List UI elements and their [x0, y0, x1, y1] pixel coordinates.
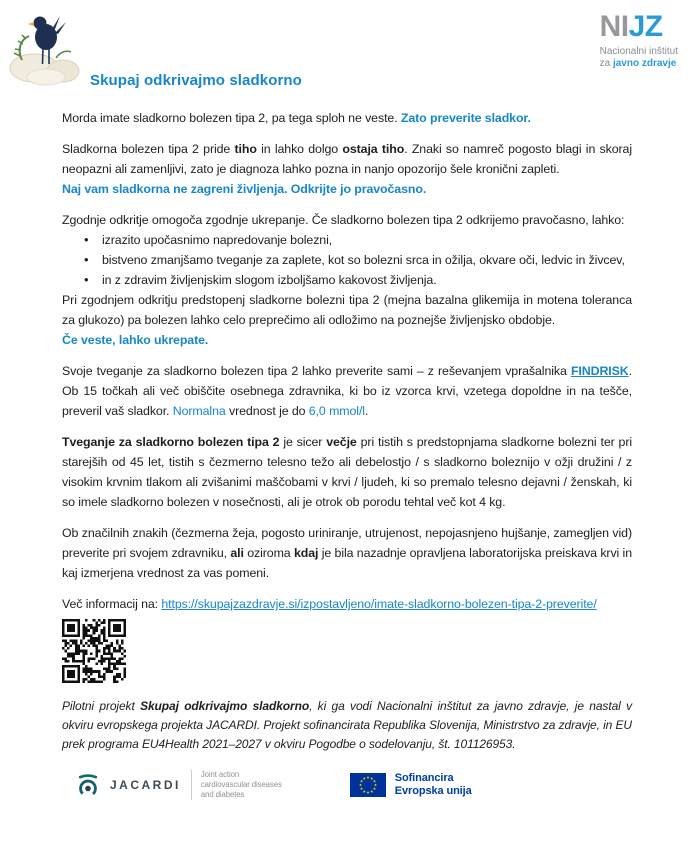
- bird-illustration: [8, 6, 84, 88]
- document-body: [62, 108, 632, 804]
- nijz-subtitle-line2: [600, 59, 678, 69]
- text-run: bistveno zmanjšamo tveganje za zaplete, kot so bolezni srca in ožilja, okvare oči, ledvic in živcev,: [102, 253, 625, 267]
- early-detection-paragraph: [62, 210, 632, 230]
- text-run: .: [364, 404, 369, 418]
- eu-flag-icon: [350, 773, 386, 797]
- bullet-item: [62, 250, 632, 270]
- text-run: Normalna: [172, 404, 226, 418]
- text-run: in z zdravim življenjskim slogom izboljšamo kakovost življenja.: [102, 273, 437, 287]
- jacardi-wordmark: JACARDI: [110, 778, 181, 792]
- info-link[interactable]: https://skupajzazdravje.si/izpostavljeno/imate-sladkorno-bolezen-tipa-2-preverite/: [161, 597, 597, 611]
- text-run: Pri zgodnjem odkritju predstopenj sladkorne bolezni tipa 2 (mejna bazalna glikemija in motena toleranca za glukozo) pa bolezen lahko celo preprečimo ali odložimo na poznejše življenjsko obdobje.: [62, 293, 632, 327]
- text-run: . Znaki so namreč pogosto blagi in skoraj neopazni ali zamenljivi, zato je diagnoza lahko pozna in nanjo opozorijo šele kronični zapleti.: [62, 142, 632, 176]
- text-run: Pilotni projekt: [62, 699, 141, 713]
- bird-on-sugar-cubes-logo: [8, 6, 84, 88]
- risk-factors-paragraph: [62, 432, 632, 512]
- text-run: Sladkorna bolezen tipa 2 pride: [62, 142, 235, 156]
- benefits-list: [62, 230, 632, 290]
- eu-cofunding-text: [395, 772, 472, 799]
- text-run: večje: [326, 435, 357, 449]
- divider: [191, 770, 192, 800]
- more-info-paragraph: [62, 594, 632, 614]
- prediabetes-paragraph: [62, 290, 632, 330]
- text-run: vrednost je do: [225, 404, 309, 418]
- eu-cofunding-logo: [350, 772, 472, 799]
- nijz-subtitle-za: za: [599, 58, 613, 69]
- nijz-letters-gray: NI: [599, 10, 629, 43]
- text-run: izrazito upočasnimo napredovanje bolezni,: [102, 233, 333, 247]
- qr-code: [62, 619, 126, 683]
- silent-disease-paragraph: [62, 139, 632, 179]
- text-run: , ki ga vodi Nacionalni inštitut za javno zdravje, je nastal v okviru evropskega projekta JACARDI. Projekt sofinancirata Republika Slovenija, Ministrstvo za zdravje, in EU prek programa EU4Health 2021–2027 v okviru Pogodbe o sodelovanju, št. 101126953.: [62, 699, 632, 751]
- text-run: . Ob 15 točkah ali več obiščite osebnega zdravnika, ki bo iz vzorca krvi, vzetega dopoldne in na tešče, preveril vaš sladkor.: [62, 364, 632, 418]
- text-run: 6,0 mmol/l: [308, 404, 365, 418]
- text-run: ostaja tiho: [342, 142, 405, 156]
- text-run: Svoje tveganje za sladkorno bolezen tipa 2 lahko preverite sami – z reševanjem vprašalnika: [62, 364, 571, 378]
- callout-discover: [62, 179, 632, 199]
- nijz-letters-blue: JZ: [628, 10, 663, 43]
- text-run: tiho: [234, 142, 257, 156]
- page-title: Skupaj odkrivajmo sladkorno: [90, 72, 302, 89]
- text-run: Zato preverite sladkor.: [400, 111, 531, 125]
- jacardi-tagline-line: and diabetes: [200, 790, 245, 799]
- text-run: je bila nazadnje opravljena laboratorijska preiskava krvi in kaj izmerjena vrednost za vas pomeni.: [62, 546, 632, 580]
- text-run: Zgodnje odkritje omogoča zgodnje ukrepanje. Če sladkorno bolezen tipa 2 odkrijemo pravočasno, lahko:: [62, 213, 625, 227]
- text-run: Skupaj odkrivajmo sladkorno: [140, 699, 310, 713]
- symptoms-paragraph: [62, 523, 632, 583]
- eu-text-line2: Evropska unija: [394, 785, 472, 797]
- text-run: Morda imate sladkorno bolezen tipa 2, pa tega sploh ne veste.: [62, 111, 401, 125]
- text-run: Ob značilnih znakih (čezmerna žeja, pogosto uriniranje, utrujenost, nepojasnjeno hujšanje, zamegljen vid) preverite pri svojem zdravniku,: [62, 526, 632, 560]
- nijz-logo: [600, 12, 678, 69]
- bullet-item: [62, 230, 632, 250]
- footer-logos: [62, 766, 632, 804]
- text-run: in lahko dolgo: [256, 142, 343, 156]
- nijz-wordmark: [600, 12, 678, 42]
- jacardi-tagline-line: Joint action: [200, 770, 240, 779]
- text-run: kdaj: [293, 546, 319, 560]
- text-run: Naj vam sladkorna ne zagreni življenja. Odkrijte jo pravočasno.: [62, 182, 427, 196]
- text-run: Več informacij na:: [62, 597, 162, 611]
- text-run: ali: [230, 546, 244, 560]
- jacardi-logo: [74, 770, 282, 800]
- bullet-item: [62, 270, 632, 290]
- text-run: oziroma: [243, 546, 294, 560]
- intro-paragraph: [62, 108, 632, 128]
- callout-act: [62, 330, 632, 350]
- text-run: je sicer: [279, 435, 327, 449]
- eu-text-line1: Sofinancira: [394, 771, 454, 784]
- findrisk-link[interactable]: FINDRISK: [570, 364, 629, 378]
- nijz-subtitle-javno-zdravje: javno zdravje: [612, 58, 677, 69]
- jacardi-tagline: [201, 770, 282, 800]
- jacardi-tagline-line: cardiovascular diseases: [200, 780, 282, 789]
- jacardi-icon: [74, 771, 102, 799]
- text-run: Tveganje za sladkorno bolezen tipa 2: [62, 435, 280, 449]
- project-note: [62, 697, 632, 754]
- text-run: Če veste, lahko ukrepate.: [62, 333, 209, 347]
- findrisk-paragraph: [62, 361, 632, 421]
- nijz-subtitle-line1: Nacionalni inštitut: [599, 46, 678, 57]
- qr-code-image: [62, 619, 126, 683]
- text-run: pri tistih s predstopnjama sladkorne bolezni ter pri starejših od 45 let, tistih s čezmerno telesno težo ali debelostjo / s sladkorno boleznijo v ožji družini / z visokim krvnim tlakom ali zvišanimi maščobami v krvi / ljudeh, ki so premalo telesno dejavni / ženskah, ki so imele sladkorno bolezen v nosečnosti, ali je otrok ob porodu tehtal več kot 4 kg.: [62, 435, 633, 509]
